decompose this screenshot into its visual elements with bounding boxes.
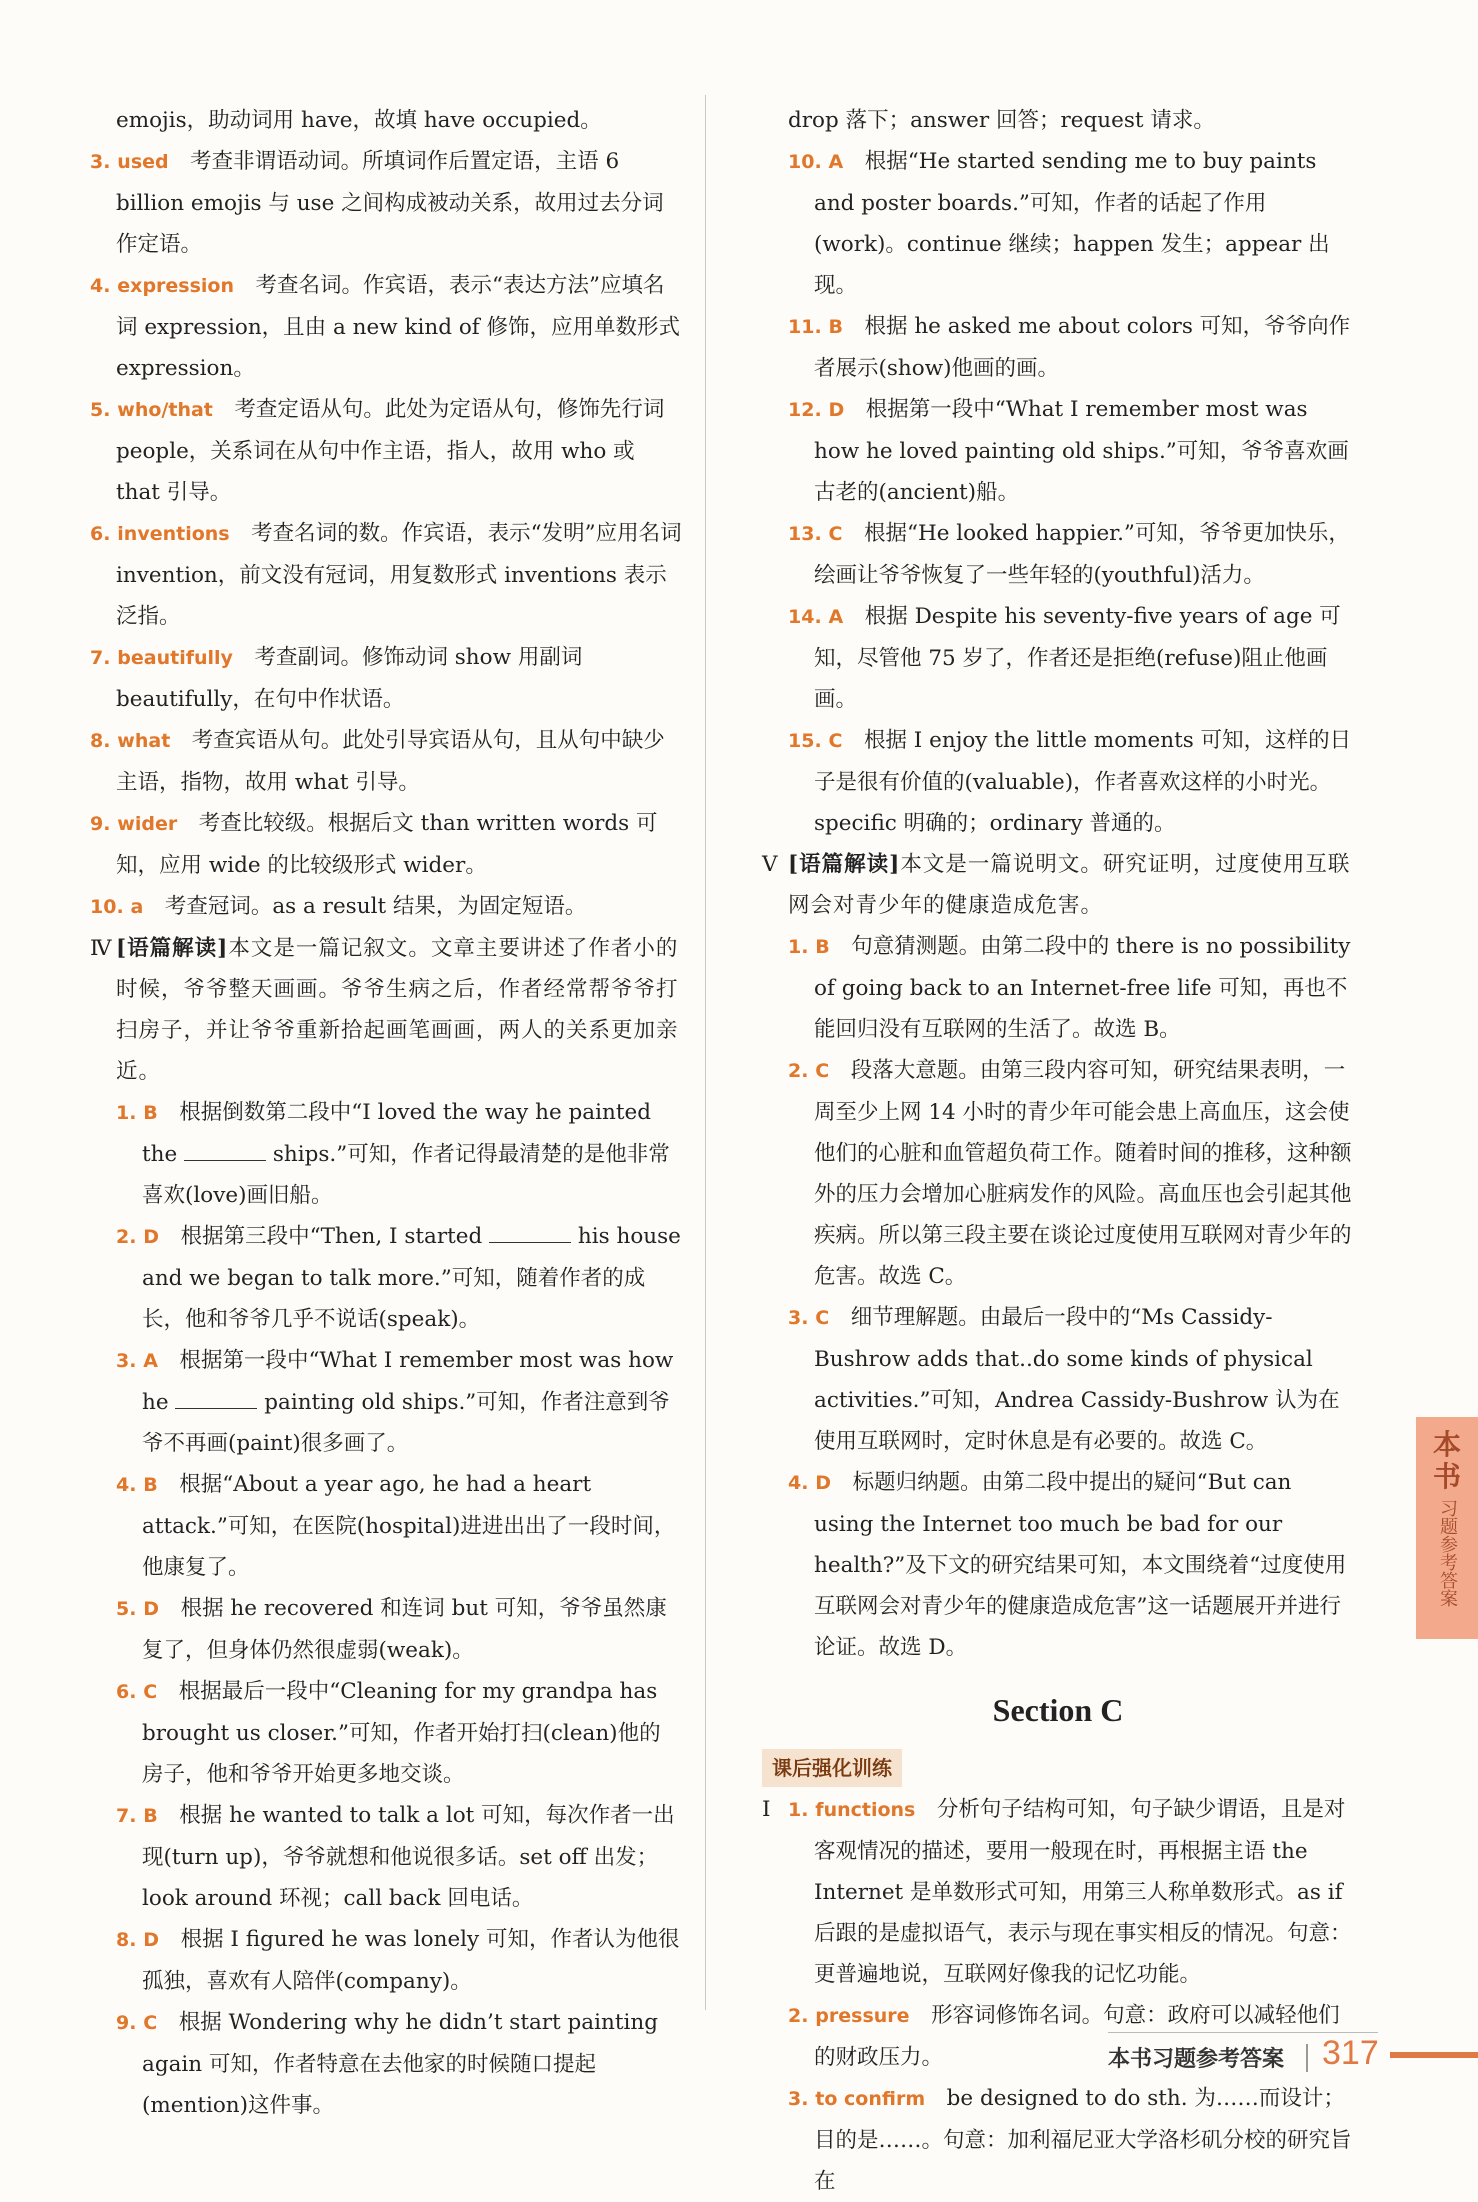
answer-item [116, 1795, 682, 1919]
item-explanation: 根据 Despite his seventy-five years of age 可知，尽管他 75 岁了，作者还是拒绝(refuse)阻止他画画。 [814, 604, 1341, 712]
item-number: 7. [116, 1805, 137, 1827]
answer-item-wrapper [90, 1588, 682, 1671]
answer-item [788, 596, 1354, 720]
item-number: 6. [90, 523, 111, 545]
item-number: 4. [90, 275, 111, 297]
item-explanation: 考查定语从句。此处为定语从句，修饰先行词 people，关系词在从句中作主语，指人，故用 who 或 that 引导。 [116, 397, 665, 505]
item-explanation: 考查比较级。根据后文 than written words 可知，应用 wide 的比较级形式 wider。 [116, 811, 658, 878]
item-explanation: 根据倒数第二段中“I loved the way he painted the [142, 1100, 651, 1167]
item-number: 9. [90, 813, 111, 835]
answer-item [788, 306, 1354, 389]
section-title: Section C [992, 1692, 1124, 1728]
item-number: 7. [90, 647, 111, 669]
answer-item-wrapper [762, 1297, 1354, 1462]
item-number: 8. [90, 730, 111, 752]
item-answer: C [828, 523, 843, 545]
blank-line [184, 1142, 266, 1161]
answer-item [788, 141, 1354, 306]
item-answer: B [828, 316, 843, 338]
answer-item [116, 1216, 682, 1340]
answer-item [116, 2002, 682, 2126]
answer-item [788, 1050, 1354, 1297]
item-answer: D [143, 1929, 160, 1951]
item-explanation: painting old ships.”可知，作者注意到爷爷不再画(paint)很多画了。 [142, 1390, 670, 1456]
answer-item [90, 141, 682, 265]
answer-item-wrapper [762, 2078, 1354, 2202]
answer-item [116, 1092, 682, 1216]
answer-item [788, 1462, 1354, 1668]
item-answer: D [143, 1598, 160, 1620]
item-answer: B [143, 1102, 158, 1124]
item-explanation: 分析句子结构可知，句子缺少谓语，且是对客观情况的描述，要用一般现在时，再根据主语 the Internet 是单数形式可知，用第三人称单数形式。as if 后跟的是虚拟语气，表示与现在事实相反的情况。句意：更普遍地说，互联网好像我的记忆功能。 [814, 1797, 1352, 1987]
answer-item [90, 637, 682, 720]
answer-item [90, 803, 682, 886]
page-number: 317 [1322, 2034, 1379, 2072]
answer-item [762, 1789, 1354, 1995]
column-divider [705, 95, 706, 2010]
side-tab-char: 本 [1432, 1428, 1461, 1461]
answer-item [116, 1671, 682, 1795]
passage-tag: [语篇解读] [116, 936, 229, 961]
page-accent-bar [1390, 2052, 1478, 2058]
item-explanation: 考查名词的数。作宾语，表示“发明”应用名词 invention，前文没有冠词，用复数形式 inventions 表示泛指。 [116, 521, 682, 629]
item-number: 1. [116, 1102, 137, 1124]
blank-line [489, 1224, 571, 1243]
item-answer: C [815, 1307, 830, 1329]
answer-item-wrapper [762, 926, 1354, 1050]
item-number: 2. [116, 1226, 137, 1248]
item-number: 1. [788, 936, 809, 958]
answer-item-wrapper [90, 1216, 682, 1340]
passage-summary [762, 844, 1354, 926]
item-explanation: 根据 Wondering why he didn’t start painting again 可知，作者特意在去他家的时候随口提起(mention)这件事。 [142, 2010, 658, 2118]
item-answer: who/that [117, 399, 213, 421]
answer-item [788, 720, 1354, 844]
item-explanation: 形容词修饰名词。句意：政府可以减轻他们的财政压力。 [814, 2003, 1340, 2070]
item-answer: C [828, 730, 843, 752]
item-number: 8. [116, 1929, 137, 1951]
answer-item-wrapper [762, 596, 1354, 720]
item-answer: C [143, 2012, 158, 2034]
answer-item-wrapper [762, 513, 1354, 596]
item-number: 9. [116, 2012, 137, 2034]
side-tab [1416, 1417, 1478, 1639]
item-number: 2. [788, 1060, 809, 1082]
item-explanation: ships.”可知，作者记得最清楚的是他非常喜欢(love)画旧船。 [142, 1142, 670, 1208]
item-explanation: 标题归纳题。由第二段中提出的疑问“But can using the Internet too much be bad for our health?”及下文的研究结果可知，本文围绕着“过度使用互联网会对青少年的健康造成危害”这一话题展开并进行论证。故选 D。 [814, 1470, 1347, 1660]
item-explanation: his house and we began to talk more.”可知，随着作者的成长，他和爷爷几乎不说话(speak)。 [142, 1224, 681, 1332]
lesson-heading-row [762, 1748, 1354, 1789]
item-answer: A [828, 151, 844, 173]
answer-item [116, 1464, 682, 1588]
item-number: 1. [788, 1799, 809, 1821]
item-answer: wider [117, 813, 178, 835]
item-explanation: 考查名词。作宾语，表示“表达方法”应填名词 expression，且由 a new kind of 修饰，应用单数形式 expression。 [116, 273, 681, 381]
item-answer: used [117, 151, 169, 173]
passage-text: 本文是一篇说明文。研究证明，过度使用互联网会对青少年的健康造成危害。 [788, 852, 1351, 918]
item-answer: a [130, 896, 144, 918]
item-number: 15. [788, 730, 822, 752]
answer-item [788, 926, 1354, 1050]
item-answer: to confirm [815, 2088, 926, 2110]
answer-item-wrapper [90, 1464, 682, 1588]
side-tab-char: 书 [1432, 1460, 1461, 1493]
answer-item [90, 513, 682, 637]
answer-item [90, 389, 682, 513]
item-number: 10. [90, 896, 124, 918]
item-number: 4. [788, 1472, 809, 1494]
item-explanation: 根据 I figured he was lonely 可知，作者认为他很孤独，喜欢有人陪伴(company)。 [142, 1927, 680, 1994]
answer-item-wrapper [90, 1919, 682, 2002]
item-explanation: 细节理解题。由最后一段中的“Ms Cassidy-Bushrow adds that..do some kinds of physical activities.”可知，Andrea Cassidy-Bushrow 认为在使用互联网时，定时休息是有必要的。故选 C。 [814, 1305, 1340, 1454]
side-tab-subtitle: 习题参考答案 [1437, 1499, 1458, 1607]
item-explanation: 考查冠词。as a result 结果，为固定短语。 [164, 894, 587, 919]
item-explanation: be designed to do sth. 为……而设计；目的是……。句意：加利福尼亚大学洛杉矶分校的研究旨在 [814, 2086, 1352, 2194]
continuation-text: drop 落下；answer 回答；request 请求。 [788, 108, 1215, 133]
answer-item-wrapper [762, 1050, 1354, 1297]
answer-item [788, 389, 1354, 513]
item-answer: functions [815, 1799, 916, 1821]
item-answer: A [828, 606, 844, 628]
blank-line [175, 1390, 257, 1409]
section-roman: Ⅰ [762, 1797, 771, 1822]
right-column [762, 100, 1354, 2202]
item-number: 12. [788, 399, 822, 421]
answer-item [788, 1297, 1354, 1462]
item-explanation: 根据第一段中“What I remember most was how he [142, 1348, 674, 1415]
item-number: 4. [116, 1474, 137, 1496]
item-answer: C [143, 1681, 158, 1703]
left-column [90, 100, 682, 2126]
answer-item-wrapper [90, 1671, 682, 1795]
item-explanation: 段落大意题。由第三段内容可知，研究结果表明，一周至少上网 14 小时的青少年可能会患上高血压，这会使他们的心脏和血管超负荷工作。随着时间的推移，这种额外的压力会增加心脏病发作的风险。高血压也会引起其他疾病。所以第三段主要在谈论过度使用互联网对青少年的危害。故选 C。 [814, 1058, 1352, 1289]
item-answer: B [143, 1805, 158, 1827]
item-answer: inventions [117, 523, 230, 545]
item-explanation: 根据 I enjoy the little moments 可知，这样的日子是很有价值的(valuable)，作者喜欢这样的小时光。specific 明确的；ordinary 普通的。 [814, 728, 1352, 836]
answer-item-wrapper [90, 2002, 682, 2126]
item-answer: pressure [815, 2005, 910, 2027]
item-explanation: 根据第一段中“What I remember most was how he loved painting old ships.”可知，爷爷喜欢画古老的(ancient)船。 [814, 397, 1349, 505]
item-explanation: 根据第三段中“Then, I started [180, 1224, 490, 1249]
item-number: 2. [788, 2005, 809, 2027]
answer-item-wrapper [762, 389, 1354, 513]
item-number: 14. [788, 606, 822, 628]
item-answer: what [117, 730, 171, 752]
answer-item-wrapper [762, 1462, 1354, 1668]
answer-item-wrapper [762, 720, 1354, 844]
item-explanation: 根据“About a year ago, he had a heart attack.”可知，在医院(hospital)进进出出了一段时间，他康复了。 [142, 1472, 676, 1580]
answer-item [90, 886, 682, 928]
answer-item-wrapper [90, 1795, 682, 1919]
item-explanation: 根据“He looked happier.”可知，爷爷更加快乐，绘画让爷爷恢复了一些年轻的(youthful)活力。 [814, 521, 1350, 588]
answer-item [90, 265, 682, 389]
item-number: 3. [788, 1307, 809, 1329]
item-number: 11. [788, 316, 822, 338]
lesson-heading: 课后强化训练 [762, 1749, 902, 1787]
answer-item [116, 1919, 682, 2002]
item-explanation: 根据 he recovered 和连词 but 可知，爷爷虽然康复了，但身体仍然很虚弱(weak)。 [142, 1596, 667, 1663]
footer-label: 本书习题参考答案 [1108, 2047, 1285, 2072]
item-number: 3. [788, 2088, 809, 2110]
item-explanation: 考查副词。修饰动词 show 用副词 beautifully，在句中作状语。 [116, 645, 583, 712]
answer-item-wrapper [762, 306, 1354, 389]
item-answer: D [815, 1472, 832, 1494]
item-answer: expression [117, 275, 235, 297]
passage-tag: [语篇解读] [788, 852, 901, 877]
answer-item [788, 513, 1354, 596]
footer-separator [1306, 2044, 1308, 2072]
item-number: 13. [788, 523, 822, 545]
answer-item [90, 720, 682, 803]
item-answer: B [143, 1474, 158, 1496]
answer-item [116, 1340, 682, 1464]
item-explanation: 考查宾语从句。此处引导宾语从句，且从句中缺少主语，指物，故用 what 引导。 [116, 728, 665, 795]
item-number: 3. [116, 1350, 137, 1372]
item-number: 5. [90, 399, 111, 421]
item-answer: D [828, 399, 845, 421]
item-number: 10. [788, 151, 822, 173]
item-number: 5. [116, 1598, 137, 1620]
section-roman: Ⅳ [90, 936, 113, 961]
passage-summary [90, 928, 682, 1092]
item-answer: A [143, 1350, 159, 1372]
answer-item-wrapper [762, 141, 1354, 306]
item-answer: D [143, 1226, 160, 1248]
item-explanation: 根据最后一段中“Cleaning for my grandpa has brought us closer.”可知，作者开始打扫(clean)他的房子，他和爷爷开始更多地交谈。 [142, 1679, 661, 1787]
item-answer: C [815, 1060, 830, 1082]
answer-item [116, 1588, 682, 1671]
passage-text: 本文是一篇记叙文。文章主要讲述了作者小的时候，爷爷整天画画。爷爷生病之后，作者经常帮爷爷打扫房子，并让爷爷重新拾起画笔画画，两人的关系更加亲近。 [116, 936, 679, 1084]
answer-item-wrapper [90, 1092, 682, 1216]
item-explanation: 考查非谓语动词。所填词作后置定语，主语 6 billion emojis 与 use 之间构成被动关系，故用过去分词作定语。 [116, 149, 664, 257]
item-explanation: 根据“He started sending me to buy paints and poster boards.”可知，作者的话起了作用(work)。continue 继续；happen 发生；appear 出现。 [814, 149, 1330, 298]
footer-rule [1108, 2032, 1378, 2033]
item-explanation: 句意猜测题。由第二段中的 there is no possibility of going back to an Internet-free life 可知，再也不能回归没有互联网的生活了。故选 B。 [814, 934, 1351, 1042]
item-answer: B [815, 936, 830, 958]
continuation-text: emojis，助动词用 have，故填 have occupied。 [116, 108, 602, 133]
answer-item [788, 2078, 1354, 2202]
item-number: 6. [116, 1681, 137, 1703]
item-explanation: 根据 he asked me about colors 可知，爷爷向作者展示(show)他画的画。 [814, 314, 1351, 381]
item-answer: beautifully [117, 647, 233, 669]
item-number: 3. [90, 151, 111, 173]
answer-item-wrapper [90, 1340, 682, 1464]
section-roman: Ⅴ [762, 852, 779, 877]
item-explanation: 根据 he wanted to talk a lot 可知，每次作者一出现(turn up)，爷爷就想和他说很多话。set off 出发；look around 环视；call back 回电话。 [142, 1803, 675, 1911]
